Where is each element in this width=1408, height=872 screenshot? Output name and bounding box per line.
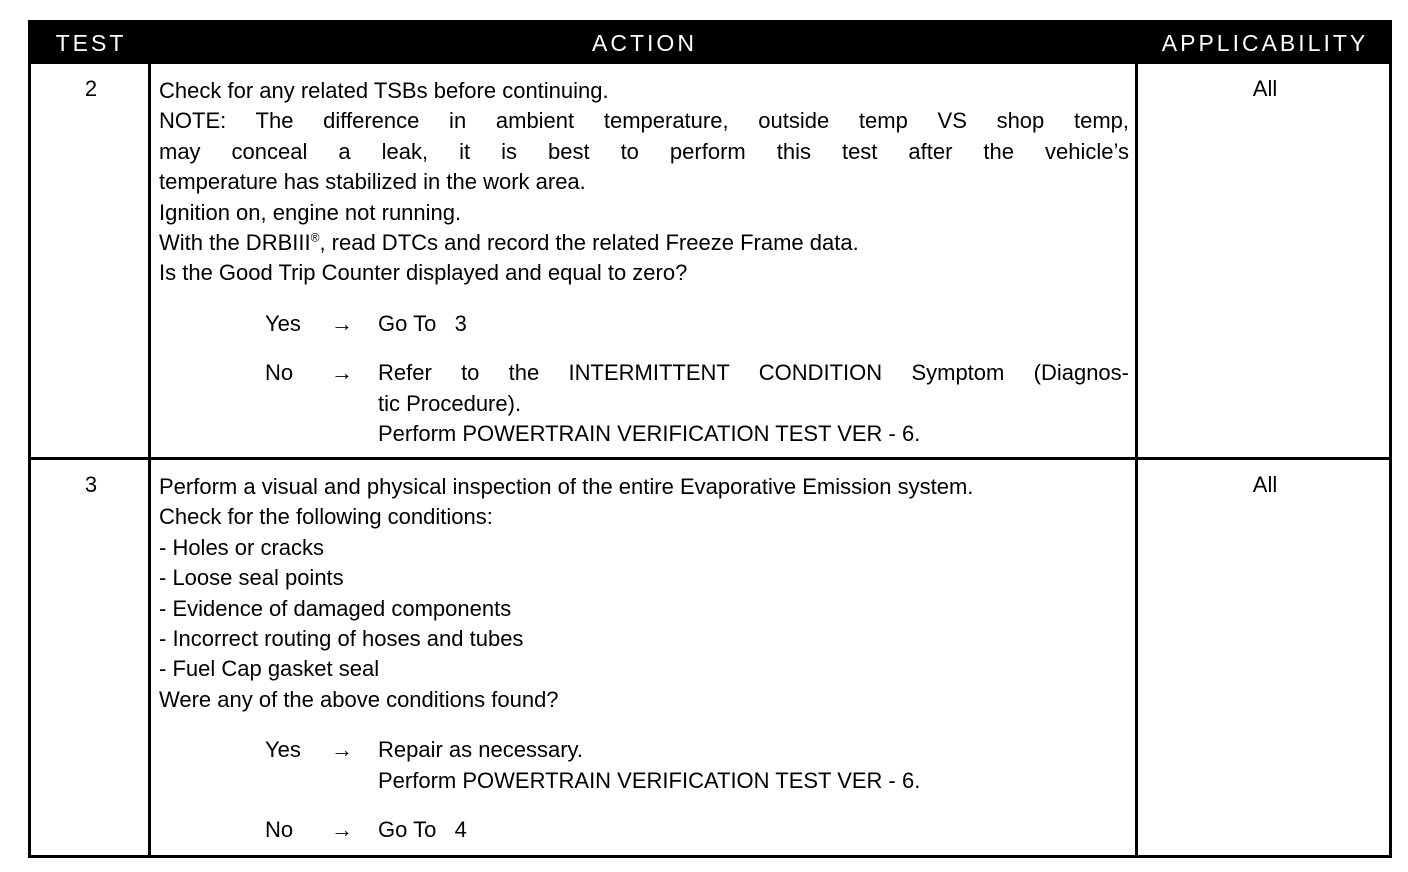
action-question: Is the Good Trip Counter displayed and equal to zero? xyxy=(159,260,688,286)
header-test: TEST xyxy=(55,30,127,56)
applicability-value: All xyxy=(1252,472,1278,497)
answer-line: Repair as necessary. xyxy=(378,737,584,763)
action-question: Were any of the above conditions found? xyxy=(159,686,559,712)
answer-label: No xyxy=(265,360,294,386)
action-line: NOTE: The difference in ambient temperature, outside temp VS shop temp, xyxy=(159,108,1129,134)
action-list-item: - Loose seal points xyxy=(159,565,344,591)
action-cell xyxy=(159,76,1129,449)
answer-label: Yes xyxy=(265,737,301,763)
action-list-item: - Holes or cracks xyxy=(159,534,325,560)
answer-label: Yes xyxy=(265,310,301,336)
action-line: Ignition on, engine not running. xyxy=(159,199,462,225)
answer-line: Go To 4 xyxy=(378,817,467,843)
answer-label: No xyxy=(265,817,294,843)
header-applicability: APPLICABILITY xyxy=(1161,30,1369,56)
answer-line: Perform POWERTRAIN VERIFICATION TEST VER - 6. xyxy=(378,767,921,793)
applicability-value: All xyxy=(1252,76,1278,101)
answer-line: Perform POWERTRAIN VERIFICATION TEST VER - 6. xyxy=(378,421,921,447)
arrow-icon: → xyxy=(331,737,353,763)
action-line: may conceal a leak, it is best to perform this test after the vehicle’s xyxy=(159,138,1129,164)
action-list-item: - Evidence of damaged components xyxy=(159,595,512,621)
action-line xyxy=(159,228,1129,258)
test-number: 3 xyxy=(84,472,98,497)
answer-yes xyxy=(265,309,1129,339)
action-list-item: - Fuel Cap gasket seal xyxy=(159,656,380,682)
action-list-item: - Incorrect routing of hoses and tubes xyxy=(159,626,524,652)
answer-yes xyxy=(265,735,1129,796)
answer-no xyxy=(265,815,1129,845)
answer-no xyxy=(265,358,1129,449)
test-number: 2 xyxy=(84,76,98,101)
answer-line: tic Procedure). xyxy=(378,390,522,416)
table-row xyxy=(31,460,1389,855)
arrow-icon: → xyxy=(331,310,353,336)
drb-text: With the DRBIII xyxy=(159,230,311,256)
arrow-icon: → xyxy=(331,817,353,843)
table-header xyxy=(31,23,1389,64)
answer-line: Refer to the INTERMITTENT CONDITION Symptom (Diagnos- xyxy=(378,360,1129,386)
arrow-icon: → xyxy=(331,360,353,386)
action-line: Check for any related TSBs before continuing. xyxy=(159,78,609,103)
table-row xyxy=(31,64,1389,457)
drb-rest-text: , read DTCs and record the related Freeze Frame data. xyxy=(319,230,859,256)
diagnostic-table xyxy=(28,20,1392,858)
action-cell xyxy=(159,472,1129,845)
header-action: ACTION xyxy=(592,30,697,56)
action-line: temperature has stabilized in the work area. xyxy=(159,169,586,195)
answer-line: Go To 3 xyxy=(378,310,467,336)
registered-mark: ® xyxy=(310,230,320,245)
action-line: Check for the following conditions: xyxy=(159,504,493,530)
action-line: Perform a visual and physical inspection of the entire Evaporative Emission system. xyxy=(159,474,974,499)
